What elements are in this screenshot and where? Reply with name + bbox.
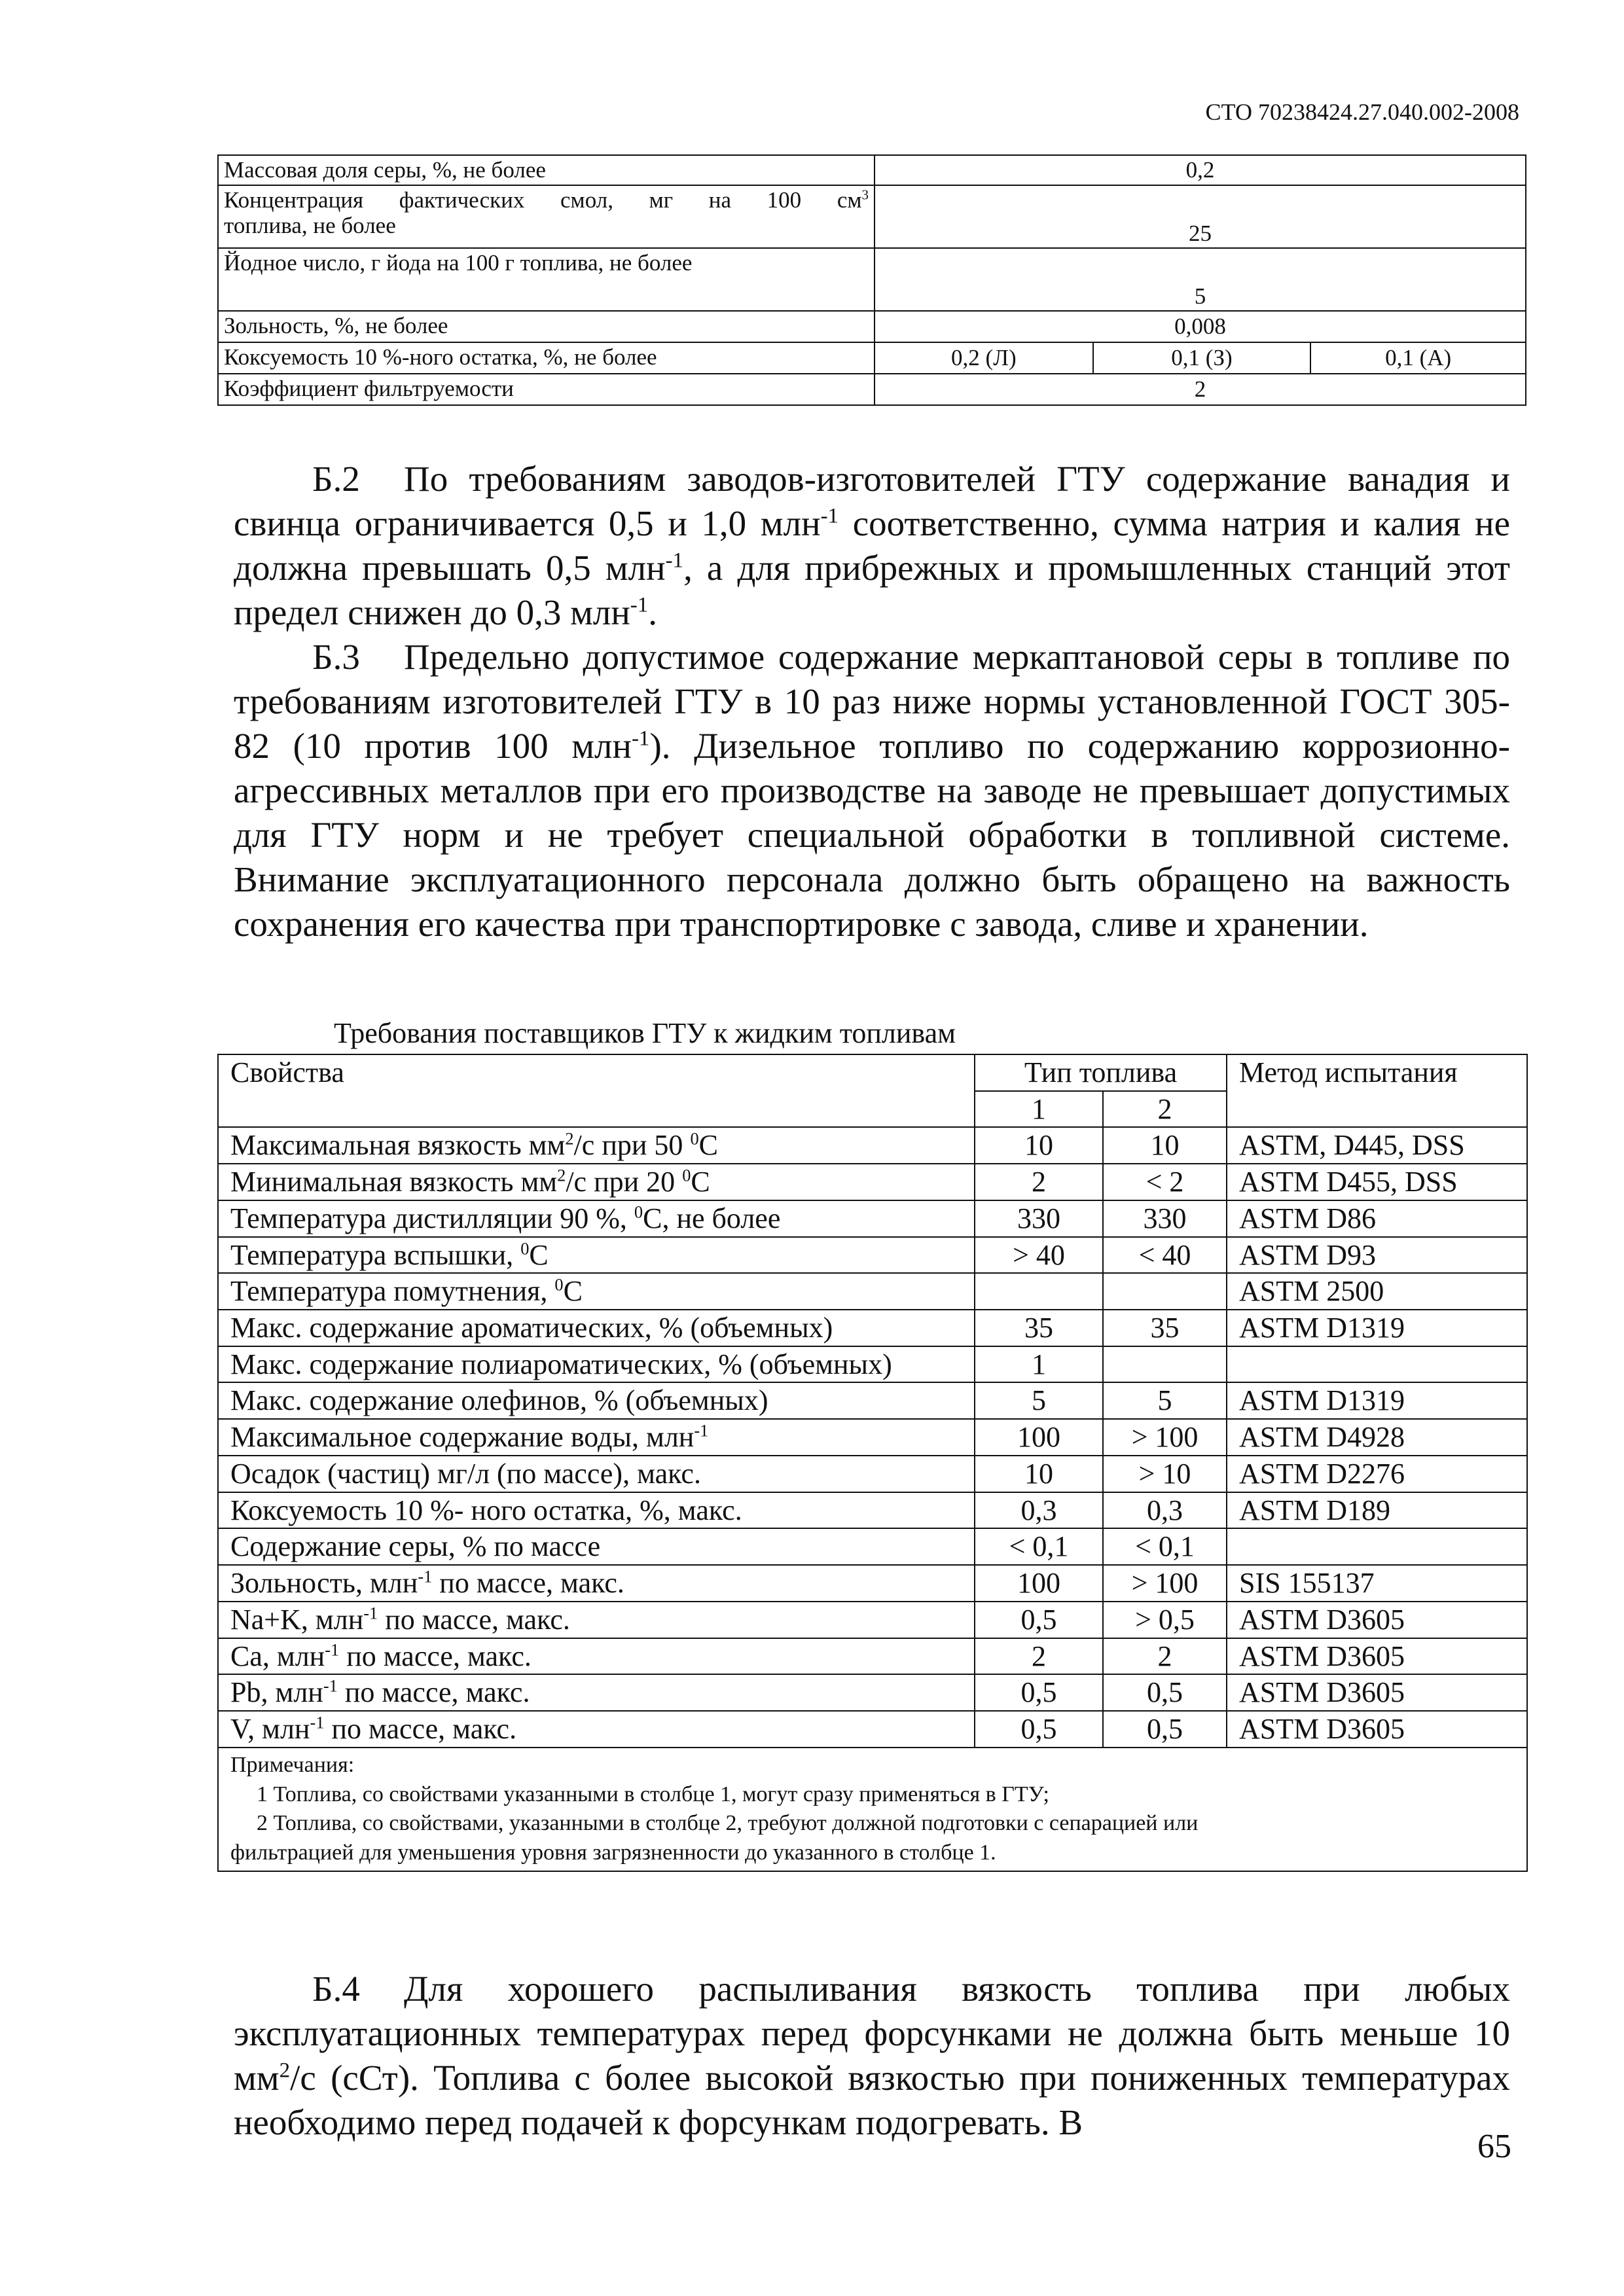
property-cell: Максимальное содержание воды, млн$^{-1}$ [218,1419,975,1456]
type2-cell: 0,5 [1103,1711,1227,1748]
note-2: 2 Топлива, со свойствами, указанными в столбце 2, требуют должной подготовки с сепарацией или [257,1811,1199,1836]
method-cell: ASTM D3605 [1227,1638,1527,1675]
method-cell: ASTM D4928 [1227,1419,1527,1456]
table-row [218,1127,1527,1164]
type1-cell: 0,5 [975,1674,1103,1711]
table-row [218,1310,1527,1346]
value-cell: 2 [875,374,1526,405]
notes-title: Примечания: [230,1752,355,1777]
value-cell: 5 [875,248,1526,311]
type1-cell: 330 [975,1200,1103,1237]
method-cell: ASTM D189 [1227,1492,1527,1529]
table-row [218,1638,1527,1675]
type2-cell: < 40 [1103,1237,1227,1274]
note-2-continuation: фильтрацией для уменьшения уровня загрязненности до указанного в столбце 1. [230,1840,996,1865]
notes-row [218,1748,1527,1872]
type2-cell: > 100 [1103,1565,1227,1602]
method-cell: ASTM D455, DSS [1227,1164,1527,1200]
column-header-type-1: 1 [975,1091,1103,1128]
type1-cell [975,1273,1103,1310]
table-row [218,1346,1527,1383]
property-cell: Температура вспышки, $^0$С [218,1237,975,1274]
method-cell: ASTM D86 [1227,1200,1527,1237]
type1-cell: > 40 [975,1237,1103,1274]
fuel-requirements-table [217,1054,1528,1872]
property-cell: Температура помутнения, $^0$С [218,1273,975,1310]
type1-cell: < 0,1 [975,1528,1103,1565]
table-row [218,1528,1527,1565]
type2-cell: > 100 [1103,1419,1227,1456]
type1-cell: 100 [975,1419,1103,1456]
page-number: 65 [1477,2128,1511,2165]
method-cell [1227,1528,1527,1565]
type1-cell: 2 [975,1164,1103,1200]
type1-cell: 100 [975,1565,1103,1602]
type2-cell: > 10 [1103,1456,1227,1492]
table-row [218,374,1526,405]
method-cell [1227,1346,1527,1383]
type1-cell: 1 [975,1346,1103,1383]
method-cell: ASTM D1319 [1227,1382,1527,1419]
method-cell: ASTM D3605 [1227,1602,1527,1638]
section-number: Б.3 [312,637,360,677]
property-cell: Максимальная вязкость $мм^2/с$ при 50 $^0$С [218,1127,975,1164]
property-cell: Массовая доля серы, %, не более [218,155,875,185]
type2-cell [1103,1346,1227,1383]
type2-cell: < 2 [1103,1164,1227,1200]
value-cell: 0,008 [875,311,1526,342]
property-cell: Na+K, млн$^{-1}$ по массе, макс. [218,1602,975,1638]
method-cell: ASTM D3605 [1227,1674,1527,1711]
table-row [218,1492,1527,1529]
paragraph-b3: Б.3 Предельно допустимое содержание меркаптановой серы в топливе по требованиям изготовителей ГТУ в 10 раз ниже нормы установленной ГОСТ 305-82 (10 против 100 млн$^{-1}$). Дизельное топливо по содержанию коррозионно-агрессивных металлов при его производстве на заводе не превышает допустимых для ГТУ норм и не требует специальной обработки в топливной системе. Внимание эксплуатационного персонала должно быть обращено на важность сохранения его качества при транспортировке с завода, сливе и хранении. [234,635,1510,946]
type2-cell: 0,3 [1103,1492,1227,1529]
method-cell: ASTM D3605 [1227,1711,1527,1748]
table-row [218,342,1526,374]
table-row [218,155,1526,185]
table-row [218,311,1526,342]
property-cell: Ca, млн$^{-1}$ по массе, макс. [218,1638,975,1675]
method-cell: ASTM, D445, DSS [1227,1127,1527,1164]
type2-cell: 0,5 [1103,1674,1227,1711]
type2-cell [1103,1273,1227,1310]
fuel-spec-table-continued [217,154,1526,406]
property-cell: Минимальная вязкость $мм^2/с$ при 20 $^0$С [218,1164,975,1200]
table-row [218,1237,1527,1274]
method-cell: ASTM D2276 [1227,1456,1527,1492]
type1-cell: 2 [975,1638,1103,1675]
table-row [218,1419,1527,1456]
type1-cell: 0,5 [975,1602,1103,1638]
type2-cell: 5 [1103,1382,1227,1419]
type1-cell: 0,3 [975,1492,1103,1529]
table-row [218,185,1526,248]
value-cell: 25 [875,185,1526,248]
column-header-properties: Свойства [218,1054,975,1127]
property-cell: Йодное число, г йода на 100 г топлива, не более [218,248,875,311]
type2-cell: 2 [1103,1638,1227,1675]
table-row [218,1200,1527,1237]
type2-cell: < 0,1 [1103,1528,1227,1565]
table-notes [218,1748,1527,1872]
property-cell: Коксуемость 10 %- ного остатка, %, макс. [218,1492,975,1529]
method-cell: ASTM 2500 [1227,1273,1527,1310]
property-cell: V, млн$^{-1}$ по массе, макс. [218,1711,975,1748]
property-cell: Осадок (частиц) мг/л (по массе), макс. [218,1456,975,1492]
property-cell: Зольность, млн$^{-1}$ по массе, макс. [218,1565,975,1602]
property-cell: Зольность, %, не более [218,311,875,342]
type1-cell: 10 [975,1127,1103,1164]
type2-cell: 330 [1103,1200,1227,1237]
table-row [218,1273,1527,1310]
type1-cell: 10 [975,1456,1103,1492]
method-cell: ASTM D93 [1227,1237,1527,1274]
property-cell: Содержание серы, % по массе [218,1528,975,1565]
type1-cell: 0,5 [975,1711,1103,1748]
method-cell: ASTM D1319 [1227,1310,1527,1346]
paragraph-b2: Б.2 По требованиям заводов-изготовителей ГТУ содержание ванадия и свинца ограничивается 0,5 и 1,0 млн$^{-1}$ соответственно, сумма натрия и калия не должна превышать 0,5 млн$^{-1}$, а для прибрежных и промышленных станций этот предел снижен до 0,3 млн$^{-1}$. [234,457,1510,635]
column-header-fuel-type: Тип топлива [975,1054,1227,1091]
type1-cell: 35 [975,1310,1103,1346]
property-cell: Макс. содержание полиароматических, % (объемных) [218,1346,975,1383]
section-number: Б.4 [312,1969,360,2009]
header-row [218,1054,1527,1091]
document-code: СТО 70238424.27.040.002-2008 [1205,99,1519,125]
type2-cell: > 0,5 [1103,1602,1227,1638]
value-cell: 0,1 (З) [1093,342,1311,374]
type1-cell: 5 [975,1382,1103,1419]
section-number: Б.2 [312,459,360,499]
table-row [218,248,1526,311]
value-cell: 0,2 (Л) [875,342,1093,374]
method-cell: SIS 155137 [1227,1565,1527,1602]
table-row [218,1164,1527,1200]
property-cell: Макс. содержание ароматических, % (объемных) [218,1310,975,1346]
table-row [218,1456,1527,1492]
property-cell: Коэффициент фильтруемости [218,374,875,405]
table-row [218,1565,1527,1602]
property-cell: Pb, млн$^{-1}$ по массе, макс. [218,1674,975,1711]
table-row [218,1602,1527,1638]
table-row [218,1674,1527,1711]
paragraph-b4: Б.4 Для хорошего распыливания вязкость топлива при любых эксплуатационных температурах перед форсунками не должна быть меньше 10 $мм^2/с$ (сСт). Топлива с более высокой вязкостью при пониженных температурах необходимо перед подачей к форсункам подогревать. В [234,1967,1510,2145]
note-1: 1 Топлива, со свойствами указанными в столбце 1, могут сразу применяться в ГТУ; [257,1782,1049,1806]
column-header-method: Метод испытания [1227,1054,1527,1127]
value-cell: 0,2 [875,155,1526,185]
table-row [218,1711,1527,1748]
value-cell: 0,1 (А) [1310,342,1526,374]
property-cell: Концентрация фактических смол, мг на 100 $см^3$ топлива, не более [218,185,875,248]
type2-cell: 10 [1103,1127,1227,1164]
property-cell: Температура дистилляции 90 %, $^0$С, не более [218,1200,975,1237]
property-cell: Коксуемость 10 %-ного остатка, %, не более [218,342,875,374]
table-caption: Требования поставщиков ГТУ к жидким топливам [334,1017,956,1049]
property-cell: Макс. содержание олефинов, % (объемных) [218,1382,975,1419]
table-row [218,1382,1527,1419]
type2-cell: 35 [1103,1310,1227,1346]
column-header-type-2: 2 [1103,1091,1227,1128]
